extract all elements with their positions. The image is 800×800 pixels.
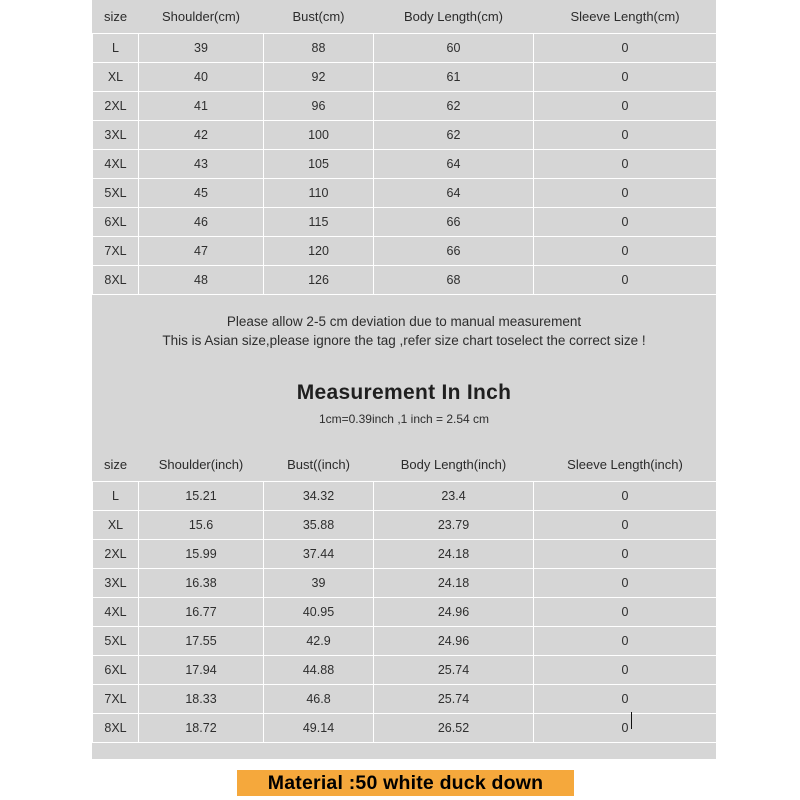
column-header-shoulder: Shoulder(cm) <box>161 8 241 24</box>
column-header-size: size <box>103 456 128 472</box>
conversion-note: 1cm=0.39inch ,1 inch = 2.54 cm <box>318 412 490 426</box>
cell-body-length: 24.18 <box>374 568 534 597</box>
table-row <box>93 597 717 626</box>
cell-bust: 46.8 <box>264 684 374 713</box>
cell-body-length: 66 <box>374 207 534 236</box>
cell-shoulder: 46 <box>139 207 264 236</box>
column-header-bust: Bust((inch) <box>287 456 350 472</box>
cell-bust: 40.95 <box>264 597 374 626</box>
cell-shoulder: 18.72 <box>139 713 264 742</box>
cell-shoulder: 41 <box>139 91 264 120</box>
table-row <box>93 149 717 178</box>
cell-shoulder: 18.33 <box>139 684 264 713</box>
cell-sleeve-length: 0 <box>534 539 717 568</box>
cell-size: XL <box>93 510 139 539</box>
cell-sleeve-length: 0 <box>534 568 717 597</box>
table-row <box>93 510 717 539</box>
cell-size: 6XL <box>93 207 139 236</box>
cell-bust: 120 <box>264 236 374 265</box>
cell-body-length: 62 <box>374 91 534 120</box>
cell-sleeve-length: 0 <box>534 655 717 684</box>
section-title-inch: Measurement In Inch <box>296 381 512 404</box>
cell-bust: 88 <box>264 33 374 62</box>
column-header-shoulder: Shoulder(inch) <box>158 456 244 472</box>
table-row <box>93 120 717 149</box>
table-row <box>93 684 717 713</box>
table-row <box>93 62 717 91</box>
cell-bust: 100 <box>264 120 374 149</box>
cell-sleeve-length: 0 <box>534 510 717 539</box>
cell-shoulder: 43 <box>139 149 264 178</box>
cell-bust: 42.9 <box>264 626 374 655</box>
material-banner <box>237 770 574 796</box>
cell-shoulder: 16.77 <box>139 597 264 626</box>
column-header-bust: Bust(cm) <box>292 8 345 24</box>
cell-size: 3XL <box>93 568 139 597</box>
table-row <box>93 91 717 120</box>
cell-sleeve-length: 0 <box>534 207 717 236</box>
cell-body-length: 26.52 <box>374 713 534 742</box>
cell-sleeve-length: 0 <box>534 149 717 178</box>
cell-bust: 126 <box>264 265 374 294</box>
table-row <box>93 265 717 294</box>
cell-sleeve-length: 0 <box>534 597 717 626</box>
column-header-size: size <box>103 8 128 24</box>
cell-bust: 110 <box>264 178 374 207</box>
cell-shoulder: 17.55 <box>139 626 264 655</box>
cell-body-length: 66 <box>374 236 534 265</box>
measurement-note-line-1: Please allow 2-5 cm deviation due to manual measurement <box>226 313 582 329</box>
column-header-sleeve-length: Sleeve Length(inch) <box>567 456 683 472</box>
cell-bust: 96 <box>264 91 374 120</box>
cell-size: 5XL <box>93 626 139 655</box>
cell-sleeve-length: 0 <box>534 178 717 207</box>
cell-size: XL <box>93 62 139 91</box>
cell-size: 8XL <box>93 265 139 294</box>
cell-sleeve-length: 0 <box>534 120 717 149</box>
cell-sleeve-length: 0 <box>534 236 717 265</box>
cell-body-length: 24.96 <box>374 597 534 626</box>
cell-shoulder: 17.94 <box>139 655 264 684</box>
cell-sleeve-length: 0 <box>534 33 717 62</box>
cell-size: 7XL <box>93 684 139 713</box>
table-row <box>93 713 717 742</box>
cell-bust: 37.44 <box>264 539 374 568</box>
cell-body-length: 23.79 <box>374 510 534 539</box>
cell-size: 2XL <box>93 539 139 568</box>
cell-shoulder: 15.6 <box>139 510 264 539</box>
cell-body-length: 25.74 <box>374 684 534 713</box>
cell-body-length: 68 <box>374 265 534 294</box>
table-row <box>93 207 717 236</box>
text-cursor-icon <box>631 712 632 729</box>
cell-body-length: 23.4 <box>374 481 534 510</box>
table-row <box>93 33 717 62</box>
table-row <box>93 655 717 684</box>
cell-sleeve-length-value: 0 <box>621 720 629 735</box>
cell-sleeve-length: 0 <box>534 265 717 294</box>
cell-sleeve-length: 0 <box>534 62 717 91</box>
cell-sleeve-length: 0 <box>534 626 717 655</box>
cell-bust: 39 <box>264 568 374 597</box>
cell-shoulder: 45 <box>139 178 264 207</box>
cell-shoulder: 40 <box>139 62 264 91</box>
table-row <box>93 568 717 597</box>
cell-size: L <box>93 33 139 62</box>
table-row <box>93 178 717 207</box>
cell-shoulder: 15.99 <box>139 539 264 568</box>
cell-bust: 35.88 <box>264 510 374 539</box>
cell-shoulder: 39 <box>139 33 264 62</box>
cell-bust: 105 <box>264 149 374 178</box>
cell-bust: 34.32 <box>264 481 374 510</box>
cell-body-length: 64 <box>374 178 534 207</box>
cm-size-table <box>92 0 717 295</box>
cell-shoulder: 16.38 <box>139 568 264 597</box>
cell-sleeve-length: 0 <box>534 91 717 120</box>
cell-size: 5XL <box>93 178 139 207</box>
cell-shoulder: 15.21 <box>139 481 264 510</box>
table-row <box>93 481 717 510</box>
cell-sleeve-length: 0 <box>534 481 717 510</box>
cell-size: 2XL <box>93 91 139 120</box>
cm-measurement-panel <box>92 0 716 357</box>
cell-body-length: 61 <box>374 62 534 91</box>
table-row <box>93 539 717 568</box>
cell-body-length: 24.96 <box>374 626 534 655</box>
cell-body-length: 60 <box>374 33 534 62</box>
cell-sleeve-length: 0 <box>534 684 717 713</box>
cell-sleeve-length[interactable] <box>534 713 717 742</box>
column-header-body-length: Body Length(inch) <box>400 456 507 472</box>
column-header-sleeve-length: Sleeve Length(cm) <box>570 8 680 24</box>
cell-bust: 49.14 <box>264 713 374 742</box>
cell-size: L <box>93 481 139 510</box>
cell-size: 6XL <box>93 655 139 684</box>
cell-shoulder: 48 <box>139 265 264 294</box>
cell-body-length: 25.74 <box>374 655 534 684</box>
column-header-body-length: Body Length(cm) <box>404 8 503 24</box>
inch-size-table <box>92 448 717 743</box>
table-header-row <box>93 0 717 33</box>
table-row <box>93 626 717 655</box>
cell-shoulder: 42 <box>139 120 264 149</box>
cell-size: 8XL <box>93 713 139 742</box>
cell-bust: 92 <box>264 62 374 91</box>
cell-size: 4XL <box>93 597 139 626</box>
table-row <box>93 236 717 265</box>
inch-measurement-panel <box>92 357 716 759</box>
cell-body-length: 24.18 <box>374 539 534 568</box>
cell-body-length: 62 <box>374 120 534 149</box>
cell-size: 7XL <box>93 236 139 265</box>
cell-body-length: 64 <box>374 149 534 178</box>
table-header-row <box>93 448 717 481</box>
measurement-note-line-2: This is Asian size,please ignore the tag ,refer size chart toselect the correct size ! <box>162 332 646 348</box>
material-banner-label: Material :50 white duck down <box>267 771 544 794</box>
cell-bust: 115 <box>264 207 374 236</box>
cell-shoulder: 47 <box>139 236 264 265</box>
cell-bust: 44.88 <box>264 655 374 684</box>
cell-size: 3XL <box>93 120 139 149</box>
cell-size: 4XL <box>93 149 139 178</box>
